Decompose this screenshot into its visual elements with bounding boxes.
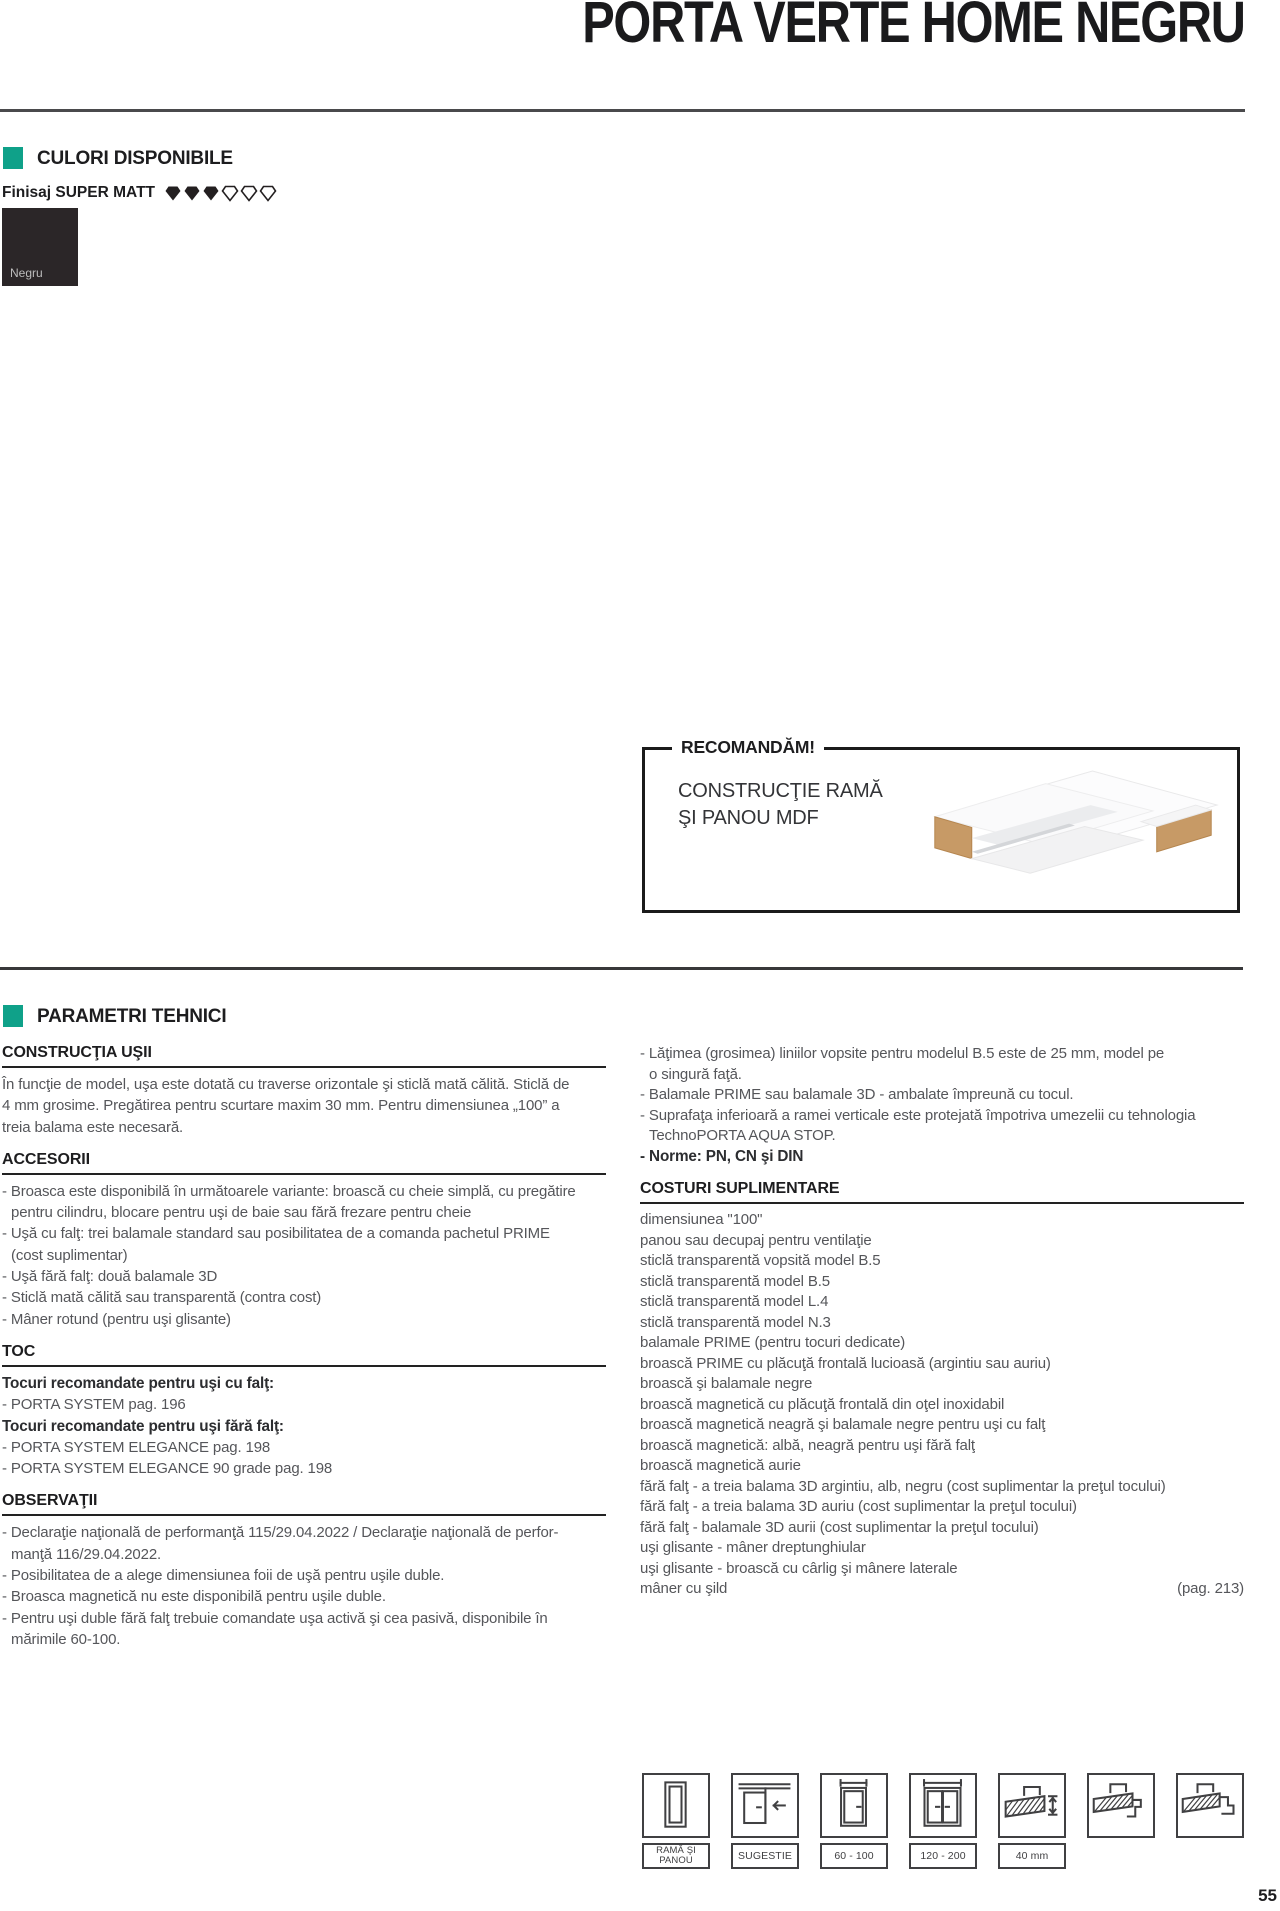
- text-line: mărimile 60-100.: [11, 1630, 121, 1648]
- text-line: panou sau decupaj pentru ventilaţie: [640, 1231, 872, 1249]
- tech-left-column: [2, 1044, 606, 1650]
- page-ref: (pag. 213): [1177, 1580, 1244, 1597]
- text-block: [2, 1074, 606, 1138]
- sliding-suggestion-icon: [733, 1775, 796, 1835]
- gem-outline-icon: [221, 185, 239, 202]
- text-line: manţă 116/29.04.2022.: [11, 1545, 162, 1563]
- pictogram-label-frame-and-panel: RAMĂ ŞI PANOU: [642, 1843, 710, 1869]
- text-line: broască magnetică: albă, neagră pentru uşi fără falţ: [640, 1436, 975, 1454]
- text-line: sticlă transparentă model N.3: [640, 1313, 831, 1331]
- text-line: - Norme: PN, CN şi DIN: [640, 1147, 804, 1165]
- pictogram-label-single-door-size: 60 - 100: [820, 1843, 888, 1869]
- text-line: - Broasca este disponibilă în următoarele variante: broască cu cheie simplă, cu pregătire: [2, 1182, 576, 1200]
- colors-section-header: [3, 147, 233, 170]
- text-line: uşi glisante - broască cu cârlig şi mânere laterale: [640, 1559, 958, 1577]
- text-line: (pag. 213) mâner cu şild: [640, 1579, 1244, 1600]
- text-block: [2, 1181, 606, 1330]
- text-line: sticlă transparentă model B.5: [640, 1272, 830, 1290]
- text-line: o singură faţă.: [649, 1065, 742, 1083]
- text-line: 4 mm grosime. Pregătirea pentru scurtare maxim 30 mm. Pentru dimensiunea „100” a: [2, 1097, 560, 1115]
- pictogram-label-double-door-size: 120 - 200: [909, 1843, 977, 1869]
- text-line: - PORTA SYSTEM pag. 196: [2, 1396, 186, 1414]
- text-line: fără falţ - balamale 3D aurii (cost suplimentar la preţul tocului): [640, 1518, 1039, 1536]
- subsection-heading: TOC: [2, 1343, 606, 1367]
- middle-divider: [0, 967, 1243, 970]
- tech-section-header: [3, 1005, 226, 1028]
- text-block: [2, 1522, 606, 1650]
- pictogram-sliding-suggestion: [731, 1773, 799, 1838]
- text-line: treia balama este necesară.: [2, 1118, 184, 1136]
- footer-pictogram-labels: [642, 1843, 1265, 1869]
- rebated-profile-icon: [1089, 1775, 1152, 1835]
- text-line: - Suprafaţa inferioară a ramei verticale este protejată împotriva umezelii cu tehnologia: [640, 1106, 1196, 1124]
- page-title: PORTA VERTE HOME NEGRU: [582, 0, 1245, 55]
- top-divider: [0, 109, 1245, 112]
- recommend-line-1: CONSTRUCŢIE RAMĂ: [678, 780, 883, 802]
- gem-filled-icon: [164, 185, 182, 202]
- text-line: - Balamale PRIME sau balamale 3D - ambalate împreună cu tocul.: [640, 1086, 1074, 1103]
- text-line: broască magnetică cu plăcuţă frontală din oţel inoxidabil: [640, 1395, 1005, 1413]
- finish-rating-gems: [164, 185, 277, 202]
- pictogram-label-sliding-suggestion: SUGESTIE: [731, 1843, 799, 1869]
- text-line: sticlă transparentă vopsită model B.5: [640, 1252, 881, 1269]
- leaf-thickness-icon: [1000, 1775, 1063, 1835]
- finish-label: Finisaj SUPER MATT: [2, 184, 156, 201]
- gem-filled-icon: [183, 185, 201, 202]
- page-number: 55: [1258, 1886, 1277, 1905]
- text-line: - Uşă fără falţ: două balamale 3D: [2, 1268, 218, 1286]
- text-line: - Mâner rotund (pentru uşi glisante): [2, 1310, 231, 1328]
- recommend-line-2: ŞI PANOU MDF: [678, 807, 819, 829]
- teal-square-icon: [3, 147, 23, 169]
- single-door-size-icon: [822, 1775, 885, 1835]
- recommend-text: [678, 778, 883, 832]
- text-line: fără falţ - a treia balama 3D argintiu, alb, negru (cost suplimentar la preţul tocului): [640, 1477, 1166, 1495]
- text-line: Tocuri recomandate pentru uşi cu falţ:: [2, 1374, 274, 1392]
- text-line: - Pentru uşi duble fără falţ trebuie comandate uşa activă şi cea pasivă, disponibile în: [2, 1609, 548, 1627]
- double-door-size-icon: [911, 1775, 974, 1835]
- subsection-heading: COSTURI SUPLIMENTARE: [640, 1180, 1244, 1204]
- text-line: - PORTA SYSTEM ELEGANCE pag. 198: [2, 1438, 271, 1456]
- text-line: balamale PRIME (pentru tocuri dedicate): [640, 1334, 906, 1351]
- tech-right-column: [640, 1044, 1244, 1600]
- text-line: - Sticlă mată călită sau transparentă (contra cost): [2, 1289, 322, 1307]
- pictogram-single-door-size: [820, 1773, 888, 1838]
- text-line: - Lăţimea (grosimea) liniilor vopsite pentru modelul B.5 este de 25 mm, model pe: [640, 1045, 1165, 1062]
- text-line: TechnoPORTA AQUA STOP.: [649, 1127, 836, 1144]
- gem-filled-icon: [202, 185, 220, 202]
- color-swatch-negru: [2, 208, 78, 286]
- text-line: uşi glisante - mâner dreptunghiular: [640, 1539, 866, 1556]
- text-line: dimensiunea "100": [640, 1211, 763, 1228]
- text-line: broască şi balamale negre: [640, 1375, 813, 1392]
- mdf-frame-corner-illustration-icon: [927, 766, 1219, 886]
- subsection-heading: ACCESORII: [2, 1151, 606, 1175]
- text-line: - Posibilitatea de a alege dimensiunea foii de uşă pentru uşile duble.: [2, 1567, 445, 1585]
- text-line: În funcţie de model, uşa este dotată cu traverse orizontale şi sticlă mată călită. Sticlă de: [2, 1076, 570, 1093]
- pictogram-label-empty: [1176, 1843, 1244, 1869]
- pictogram-leaf-thickness: [998, 1773, 1066, 1838]
- colors-section-title: CULORI DISPONIBILE: [37, 148, 233, 169]
- tech-section-title: PARAMETRI TEHNICI: [37, 1006, 227, 1027]
- text-line: pentru cilindru, blocare pentru uşi de baie sau fără frezare pentru cheie: [11, 1204, 472, 1222]
- subsection-heading: OBSERVAŢII: [2, 1492, 606, 1516]
- text-line: broască magnetică neagră şi balamale negre pentru uşi cu falţ: [640, 1416, 1046, 1433]
- text-line: sticlă transparentă model L.4: [640, 1293, 829, 1310]
- pictogram-double-door-size: [909, 1773, 977, 1838]
- text-block: [2, 1373, 606, 1479]
- frame-and-panel-icon: [644, 1775, 707, 1835]
- pictogram-label-leaf-thickness: 40 mm: [998, 1843, 1066, 1869]
- pictogram-non-rebated-profile: [1176, 1773, 1244, 1838]
- text-block: [640, 1044, 1244, 1167]
- teal-square-icon: [3, 1005, 23, 1027]
- finish-row: [2, 184, 277, 202]
- text-line: - Declaraţie naţională de performanţă 115/29.04.2022 / Declaraţie naţională de perfor-: [2, 1524, 559, 1542]
- pictogram-rebated-profile: [1087, 1773, 1155, 1838]
- text-line: broască PRIME cu plăcuţă frontală lucioasă (argintiu sau auriu): [640, 1354, 1051, 1372]
- gem-outline-icon: [259, 185, 277, 202]
- footer-pictograms: [642, 1773, 1265, 1838]
- text-line: - PORTA SYSTEM ELEGANCE 90 grade pag. 198: [2, 1460, 333, 1478]
- text-line: Tocuri recomandate pentru uşi fără falţ:: [2, 1417, 284, 1435]
- gem-outline-icon: [240, 185, 258, 202]
- swatch-label: Negru: [10, 266, 43, 280]
- text-line: broască magnetică aurie: [640, 1457, 801, 1474]
- non-rebated-profile-icon: [1178, 1775, 1241, 1835]
- text-line: (cost suplimentar): [11, 1246, 128, 1264]
- text-line: - Uşă cu falţ: trei balamale standard sau posibilitatea de a comanda pachetul PRIME: [2, 1225, 550, 1243]
- pictogram-label-empty: [1087, 1843, 1155, 1869]
- text-block: [640, 1210, 1244, 1600]
- recommend-title: RECOMANDĂM!: [672, 737, 824, 758]
- recommend-box: [642, 737, 1240, 913]
- text-line: - Broasca magnetică nu este disponibilă pentru uşile duble.: [2, 1588, 386, 1606]
- pictogram-frame-and-panel: [642, 1773, 710, 1838]
- subsection-heading: CONSTRUCŢIA UŞII: [2, 1044, 606, 1068]
- text-line: fără falţ - a treia balama 3D auriu (cost suplimentar la preţul tocului): [640, 1498, 1077, 1515]
